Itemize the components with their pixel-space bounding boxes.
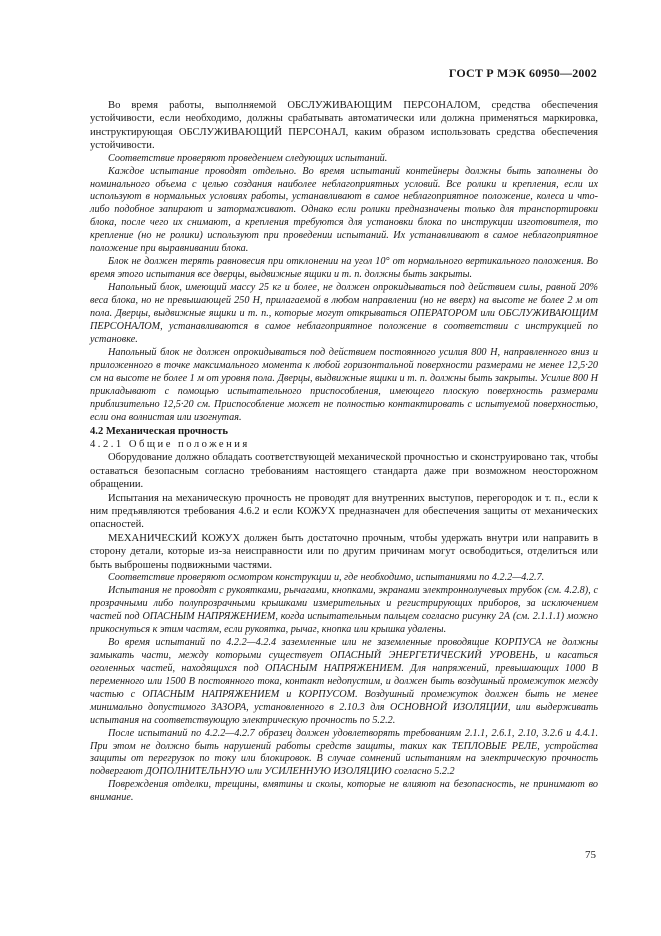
section-heading-mechanical-strength: 4.2 Механическая прочность: [90, 425, 228, 437]
subsection-heading-general: 4.2.1 Общие положения: [90, 439, 250, 451]
paragraph-compliance-inspection: Соответствие проверяют осмотром конструкции и, где необходимо, испытаниями по 4.2.2—4.2.7.: [108, 572, 545, 584]
paragraph-compliance-intro: Соответствие проверяют проведением следующих испытаний.: [108, 152, 388, 164]
paragraph-enclosure-contact: Во время испытаний по 4.2.2—4.2.4 заземленные или не заземленные проводящие КОРПУСА не должны замыкать части, между которыми существует ОПАСНЫЙ ЭНЕРГЕТИЧЕСКИЙ УРОВЕНЬ, и касаться оголенных частей, находящихся под ОПАСНЫМ НАПРЯЖЕНИЕМ. Для напряжений, превышающих 1000 В переменного или 1500 В постоянного тока, контакт недопустим, и должен быть воздушный промежуток между частью с ОПАСНЫМ НАПРЯЖЕНИЕМ и КОРПУСОМ. Воздушный промежуток должен быть не менее минимально допустимого ЗАЗОРА, установленного в 2.10.3 для ОСНОВНОЙ ИЗОЛЯЦИИ, или выдерживать испытания на соответствующую электрическую прочность по 5.2.2.: [90, 636, 598, 726]
paragraph-test-conditions: Каждое испытание проводят отдельно. Во время испытаний контейнеры должны быть заполнены до номинального объема с целью создания наиболее неблагоприятных условий. Все ролики и крепления, если их используют в нормальных условиях работы, устанавливают в самое неблагоприятное положение, колеса и что-либо подобное запирают и затормаживают. Однако если ролики предназначены только для транспортировки блока, после чего их снимают, а крепления требуются для установки блока по инструкции изготовителя, то крепление (но не ролики) используют при проведении испытаний. Их устанавливают в самое неблагоприятное положение при выравнивании блока.: [90, 165, 598, 255]
paragraph-excluded-parts: Испытания не проводят с рукоятками, рычагами, кнопками, экранами электроннолучевых трубок (см. 4.2.8), с прозрачными либо полупрозрачными крышками измерительных и регистрирующих приборов, за исключением частей под ОПАСНЫМ НАПРЯЖЕНИЕМ, когда испытательным пальцем согласно рисунку 2А (см. 2.1.1.1) можно прикоснуться к этим частям, если рукоятка, рычаг, кнопка или крышка удалены.: [90, 585, 598, 635]
page-number: 75: [585, 849, 596, 861]
paragraph-downward-force-test: Напольный блок не должен опрокидываться под действием постоянного усилия 800 Н, направленного вниз и приложенного в точке максимального момента к любой горизонтальной поверхности размерами не менее 12,5·20 см на высоте не более 1 м от уровня пола. Дверцы, выдвижные ящики и т. п. должны быть закрыты. Усилие 800 Н прикладывают с помощью испытательного приспособления, имеющего плоскую поверхность размерами приблизительно 12,5·20 см. Приспособление может не полностью контактировать с испытуемой поверхностью, если она волнистая или изогнутая.: [90, 346, 598, 423]
paragraph-damage-ignored: Повреждения отделки, трещины, вмятины и сколы, которые не влияют на безопасность, не принимают во внимание.: [90, 779, 598, 804]
paragraph-tilt-test: Блок не должен терять равновесия при отклонении на угол 10° от нормального вертикального положения. Во время этого испытания все дверцы, выдвижные ящики и т. п. должны быть закрыты.: [90, 256, 598, 281]
document-body: [90, 99, 598, 805]
paragraph-force-test: Напольный блок, имеющий массу 25 кг и более, не должен опрокидываться под действием силы, равной 20% веса блока, но не превышающей 250 Н, прилагаемой в любом направлении (но не вверх) на высоте не более 2 м от пола. Дверцы, выдвижные ящики и т. п., которые могут открываться ОПЕРАТОРОМ или ОБСЛУЖИВАЮЩИМ ПЕРСОНАЛОМ, устанавливаются в самое неблагоприятное положение в соответствии с инструкцией по установке.: [90, 282, 598, 345]
paragraph-strength-exemptions: Испытания на механическую прочность не проводят для внутренних выступов, перегородок и т. п., если к ним предъявляются требования 4.6.2 и если КОЖУХ предназначен для обеспечения защиты от механических опасностей.: [90, 492, 598, 531]
paragraph-strength-requirement: Оборудование должно обладать соответствующей механической прочностью и сконструировано так, чтобы оставаться безопасным согласно требованиям настоящего стандарта даже при возможном неосторожном обращении.: [90, 452, 598, 491]
paragraph-stability-marking: Во время работы, выполняемой ОБСЛУЖИВАЮЩИМ ПЕРСОНАЛОМ, средства обеспечения устойчивости, если необходимо, должны срабатывать автоматически или должна применяться маркировка, инструктирующая ОБСЛУЖИВАЮЩИЙ ПЕРСОНАЛ, каким образом использовать средства обеспечения устойчивости.: [90, 100, 598, 152]
paragraph-mechanical-enclosure: МЕХАНИЧЕСКИЙ КОЖУХ должен быть достаточно прочным, чтобы удержать внутри или направить в сторону детали, которые из-за неисправности или по другим причинам могут освободиться, отделиться или быть выброшены подвижными частями.: [90, 532, 598, 571]
paragraph-after-tests: После испытаний по 4.2.2—4.2.7 образец должен удовлетворять требованиям 2.1.1, 2.6.1, 2.10, 3.2.6 и 4.4.1. При этом не должно быть нарушений работы средств защиты, таких как ТЕПЛОВЫЕ РЕЛЕ, устройства защиты от перегрузок по току или блокировок. В случае сомнений испытаниям на электрическую прочность подвергают ДОПОЛНИТЕЛЬНУЮ или УСИЛЕННУЮ ИЗОЛЯЦИЮ согласно 5.2.2: [90, 727, 598, 778]
standard-header: ГОСТ Р МЭК 60950—2002: [448, 66, 597, 80]
